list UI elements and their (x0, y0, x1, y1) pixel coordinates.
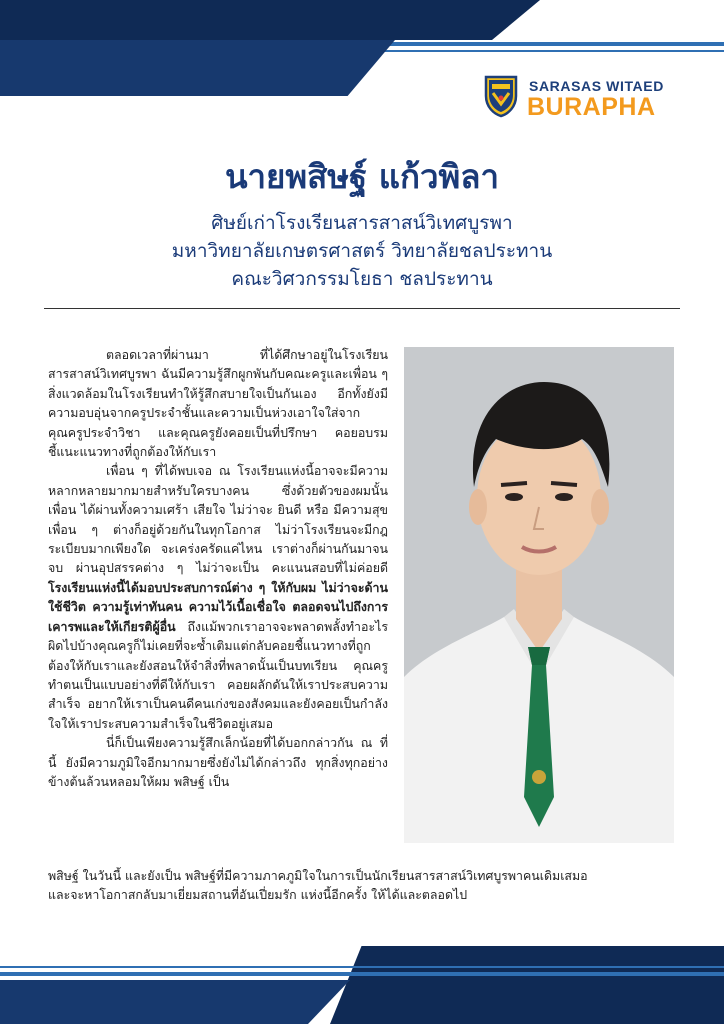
testimonial-body (48, 345, 388, 791)
footer-left-block (0, 980, 350, 1024)
footer-stripe-thin (0, 966, 724, 968)
footer-band (330, 946, 724, 1024)
student-portrait-photo (404, 347, 674, 843)
paragraph (48, 461, 388, 733)
closing-text (48, 866, 688, 905)
alumni-name: นายพสิษฐ์ แก้วพิลา (224, 157, 500, 196)
subtitle-line: มหาวิทยาลัยเกษตรศาสตร์ วิทยาลัยชลประทาน (171, 240, 553, 262)
paragraph: นี่ก็เป็นเพียงความรู้สึกเล็กน้อยที่ได้บอกกล่าวกัน ณ ที่นี้ ยังมีความภูมิใจอีกมากมายซึ่งยังไม่ได้กล่าวถึง ทุกสิ่งทุกอย่างข้างต้นล้วนหลอมให้ผม พสิษฐ์ เป็น (48, 735, 388, 789)
logo-text-main: BURAPHA (527, 93, 656, 121)
header-band-angle (380, 0, 540, 40)
paragraph-text: เพื่อน ๆ ที่ได้พบเจอ ณ โรงเรียนแห่งนี้อาจจะมีความหลากหลายมากมายสำหรับใครบางคน ซึ่งด้วยตัวของผมนั้น เพื่อน ได้ผ่านทั้งความเศร้า เสียใจ ไม่ว่าจะ ยินดี หรือ มีความสุขเพื่อน ๆ ต่างก็อยู่ด้วยกันในทุกโอกาส ไม่ว่าโรงเรียนจะมีกฎระเบียบมากเพียงใด จะเคร่งครัดแค่ไหน เราต่างก็ผ่านกันมาจนจบ ผ่านอุปสรรคต่าง ๆ ไม่ว่าจะเป็น คะแนนสอบที่ไม่ค่อยดี (48, 463, 388, 576)
school-logo (483, 72, 683, 124)
subtitle-line: คณะวิศวกรรมโยธา ชลประทาน (231, 268, 493, 290)
highlight-text: โรงเรียนแห่งนี้ได้มอบประสบการณ์ต่าง ๆ ให้กับผม ไม่ว่าจะด้านใช้ชีวิต ความรู้เท่าทันคน ความไว้เนื้อเชื่อใจ ตลอดจนไปถึงการเคารพและให้เกียรติผู้อื่น (48, 579, 388, 634)
footer-stripe (0, 972, 724, 976)
closing-line: และจะหาโอกาสกลับมาเยี่ยมสถานที่อันเปี่ยมรัก แห่งนี้อีกครั้ง ให้ได้และตลอดไป (48, 887, 468, 903)
shield-crest-icon (483, 74, 519, 118)
portrait-illustration (404, 347, 674, 843)
paragraph-text: ถึงแม้พวกเราอาจจะพลาดพลั้งทำอะไรผิดไปบ้างคุณครูก็ไม่เคยที่จะซ้ำเติมแต่กลับคอยชี้แนวทางที่ถูกต้องให้กับเราและยังสอนให้จำสิ่งที่พลาดนั้นเป็นบทเรียน คุณครูทำตนเป็นแบบอย่างที่ดีให้กับเรา คอยผลักดันให้เราประสบความสำเร็จ อยากให้เราเป็นคนดีคนเก่งของสังคมและยังคอยเป็นกำลังใจให้เราประสบความสำเร็จในชีวิตอยู่เสมอ (48, 618, 388, 731)
logo-text-top: SARASAS WITAED (529, 78, 664, 94)
divider (44, 308, 680, 309)
header-left-block (0, 40, 395, 96)
paragraph: ตลอดเวลาที่ผ่านมา ที่ได้ศึกษาอยู่ในโรงเรียนสารสาสน์วิเทศบูรพา ฉันมีความรู้สึกผูกพันกับคณะครูและเพื่อน ๆ สิ่งแวดล้อมในโรงเรียนทำให้รู้สึกสบายใจเป็นกันเอง อีกทั้งยังมีความอบอุ่นจากครูประจำชั้นและความเป็นห่วงเอาใจใส่จากคุณครูประจำวิชา และคุณครูยังคอยเป็นที่ปรึกษา คอยอบรมชี้แนะแนวทางที่ถูกต้องให้กับเรา (48, 347, 388, 460)
subtitle-line: ศิษย์เก่าโรงเรียนสารสาสน์วิเทศบูรพา (211, 212, 513, 234)
closing-line: พสิษฐ์ ในวันนี้ และยังเป็น พสิษฐ์ที่มีความภาคภูมิใจในการเป็นนักเรียนสารสาสน์วิเทศบูรพาคนเดิมเสมอ (48, 868, 588, 883)
